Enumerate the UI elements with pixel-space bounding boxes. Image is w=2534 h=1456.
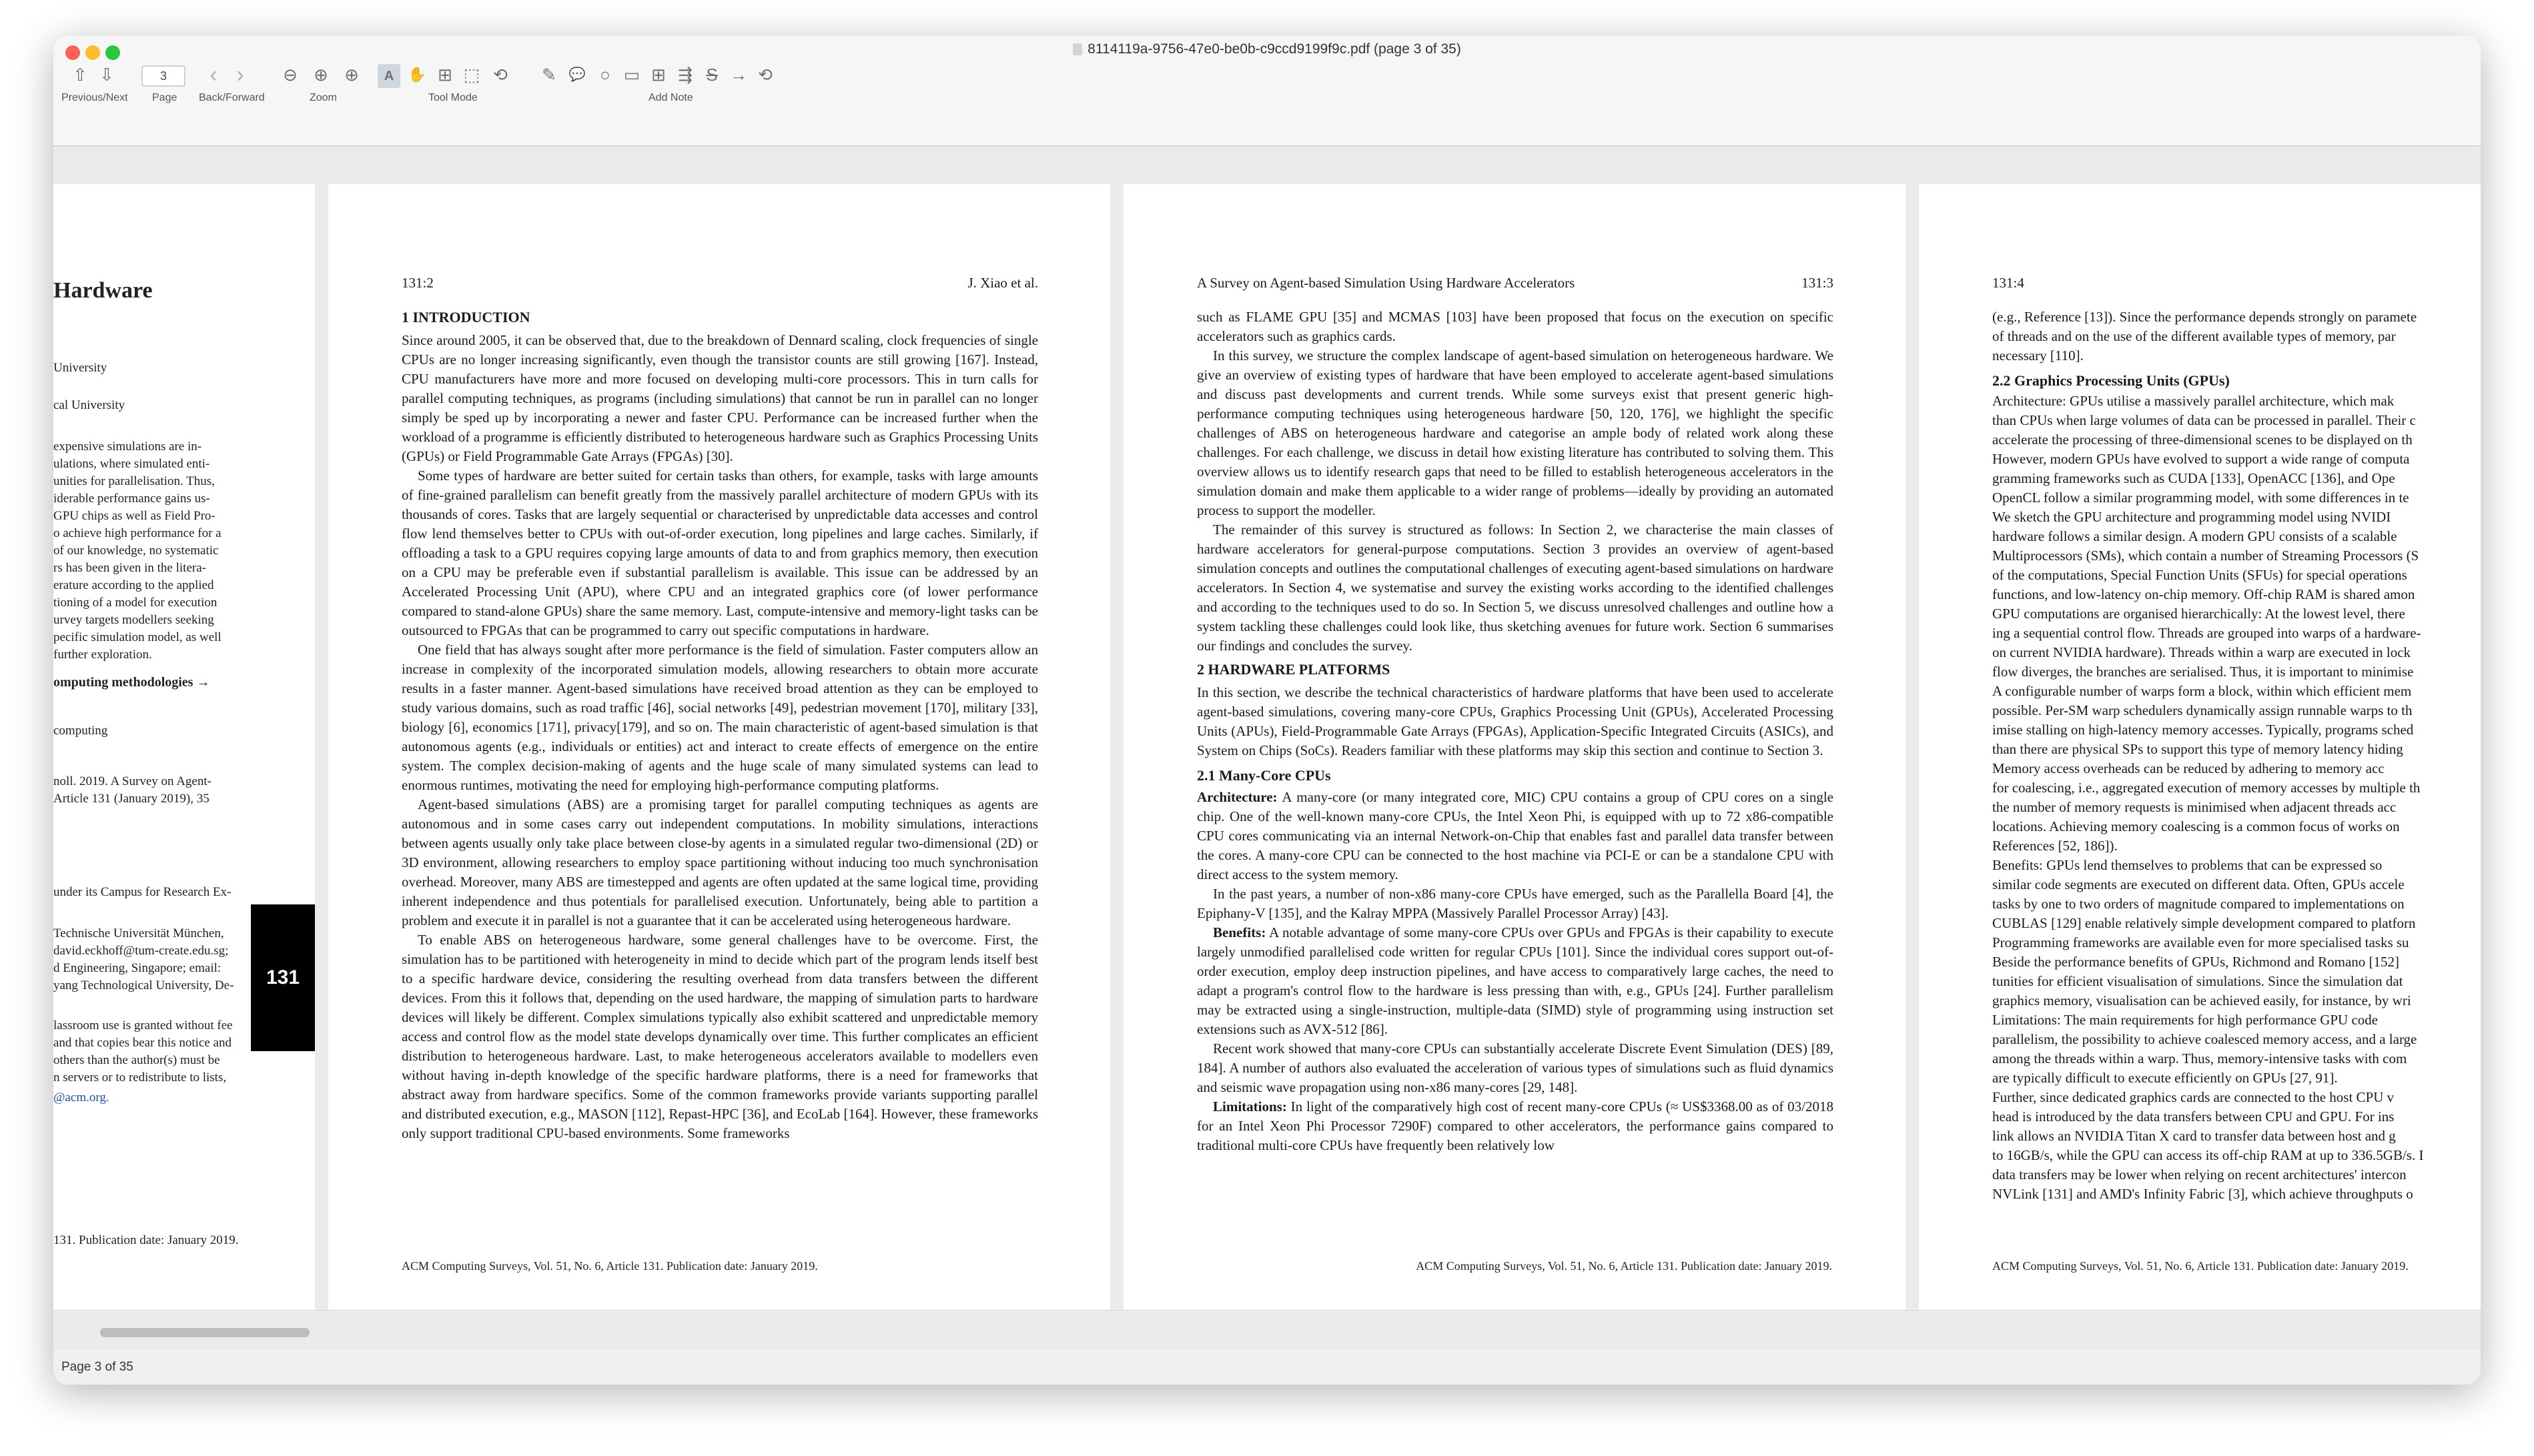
benefits-label: Benefits:: [1213, 924, 1266, 940]
circle-annotation-icon[interactable]: ○: [600, 65, 610, 85]
scrollbar-thumb[interactable]: [100, 1328, 310, 1337]
architecture-label: Architecture:: [1197, 789, 1278, 805]
page-4-line: graphics memory, visualisation can be achieved easily, for instance, by wri: [1992, 992, 2411, 1008]
fragment-line: o achieve high performance for a: [53, 526, 222, 540]
fragment-line: computing: [53, 724, 108, 738]
back-arrow-icon[interactable]: ‹: [209, 62, 218, 87]
stamp-icon[interactable]: ⊞: [651, 65, 666, 85]
fragment-line: others than the author(s) must be: [53, 1053, 220, 1067]
zoom-to-fit-icon[interactable]: ⊕: [344, 65, 359, 85]
section-2-title: 2 HARDWARE PLATFORMS: [1197, 661, 1390, 678]
page-4-line: tunities for efficient visualisation of simulations. Since the simulation dat: [1992, 973, 2403, 989]
page-4-line: Memory access overheads can be reduced by adhering to memory acc: [1992, 760, 2385, 776]
page-4-header: [1992, 273, 2481, 293]
paragraph: [1197, 923, 1833, 1039]
page-4-line: among the threads within a warp. Thus, memory-intensive tasks with com: [1992, 1050, 2407, 1066]
fragment-line: Article 131 (January 2019), 35: [53, 792, 209, 806]
fragment-line: unities for parallelisation. Thus,: [53, 474, 215, 488]
fragment-line: of our knowledge, no systematic: [53, 544, 219, 558]
fragment-line: urvey targets modellers seeking: [53, 613, 214, 627]
page-4-line: ing a sequential control flow. Threads are grouped into warps of a hardware-: [1992, 625, 2421, 641]
fragment-line: cal University: [53, 398, 125, 412]
page-4-line: Limitations: The main requirements for high performance GPU code: [1992, 1012, 2379, 1028]
title-bar-toolbar: [53, 36, 2481, 147]
paragraph: Recent work showed that many-core CPUs can substantially accelerate Discrete Event Simulation (DES) [89, 184]. A number of authors also evaluated the acceleration of various types of simulations such as fluid dynamics and seismic wave propagation using non-x86 many-cores [29, 148].: [1197, 1040, 1833, 1095]
forward-arrow-icon[interactable]: ›: [236, 62, 244, 87]
next-page-icon[interactable]: ⇩: [99, 65, 114, 85]
page-4-line: locations. Achieving memory coalescing is a common focus of works on: [1992, 818, 2400, 834]
paragraph: In this survey, we structure the complex landscape of agent-based simulation on heterogeneous hardware. We give an overview of existing types of hardware that have been employed to accelerate agent-based simulations and discuss past developments and current trends. While some surveys exist that present generic high-performance computing techniques using heterogeneous hardware [50, 120, 176], we highlight the specific challenges of ABS on heterogeneous hardware and categorise an ample body of related work along these challenges. For each challenge, we discuss in detail how existing literature has contributed to solving them. This overview allows us to identify research gaps that need to be filled to establish heterogeneous accelerators in the simulation domain and make them applicable to a wider range of problems—ideally by providing an automated process to support the modeller.: [1197, 347, 1833, 518]
article-number-badge: 131: [251, 904, 315, 1051]
page-4-line: necessary [110].: [1992, 347, 2084, 363]
fragment-line: d Engineering, Singapore; email:: [53, 961, 222, 975]
fragment-line: rs has been given in the litera-: [53, 561, 206, 575]
paragraph: Agent-based simulations (ABS) are a promising target for parallel computing techniques as agents are autonomous and in some cases carry out independent computations. In mobility simulations, interactions between agents usually only take place between close-by agents in a simulated regular two-dimensional (2D) or 3D environment, allowing researchers to employ space partitioning without inducing too much synchronisation overhead. Moreover, many ABS are timestepped and agents are often updated at the same logical time, providing inherent independence and thus potentials for parallelised execution. Unfortunately, being able to partition a problem and execute it in parallel is not a guarantee that it can be accelerated using heterogeneous hardware.: [402, 796, 1038, 928]
fragment-line: tioning of a model for execution: [53, 596, 218, 610]
page-4-line: for coalescing, i.e., aggregated execution of memory accesses by multiple th: [1992, 780, 2421, 796]
paragraph: To enable ABS on heterogeneous hardware, some general challenges have to be overcome. First, the simulation has to be partitioned with heterogeneity in mind to decide which part of the program lends itself best to a specific hardware device, considering the resulting overhead from data transfers between the different devices. From this it follows that, depending on the used hardware, the mapping of simulation parts to hardware devices will likely be different. Complex simulations typically also exhibit scattered and unpredictable memory access and control flow as the model state develops dynamically over time. This further complicates an efficient distribution to heterogeneous hardware. Last, to make heterogeneous accelerators available to modellers even without having in-depth knowledge of the specific hardware platforms, there is a need for frameworks that abstract away from hardware specifics. Some of the common frameworks provide variants supporting parallel and distributed execution, e.g., MASON [112], Repast-HPC [36], and EcoLab [164]. However, these frameworks only support traditional CPU-based environments. Some frameworks: [402, 932, 1038, 1141]
fragment-line: expensive simulations are in-: [53, 440, 202, 454]
text-selection-tool-icon[interactable]: A: [378, 64, 400, 88]
paragraph: Some types of hardware are better suited for certain tasks than others, for example, tasks with large amounts of fine-grained parallelism can benefit greatly from the massively parallel architecture of modern GPUs with its thousands of cores. Tasks that are largely sequential or characterised by unpredictable data accesses and control flow lend themselves better to CPUs with out-of-order execution, long pipelines and large caches. Similarly, if offloading a task to a GPU requires copying large amounts of data to and from graphics memory, then execution on a CPU may be preferable even if substantial parallelism is available. This issue can be addressed by an Accelerated Processing Unit (APU), where CPU and an integrated graphics core (of lower performance compared to stand-alone GPUs) share the same memory. Last, compute-intensive and memory-light tasks can be outsourced to FPGAs that can be programmed to carry out specific computations in hardware.: [402, 468, 1038, 638]
page-4-line: (e.g., Reference [13]). Since the performance depends strongly on paramete: [1992, 309, 2417, 325]
page-status-text: Page 3 of 35: [61, 1360, 133, 1374]
fragment-line: GPU chips as well as Field Pro-: [53, 509, 216, 523]
page-4-line: accelerate the processing of three-dimensional scenes to be displayed on th: [1992, 432, 2413, 448]
page-1-fragment: [53, 184, 315, 1310]
page-2-authors: J. Xiao et al.: [967, 275, 1038, 291]
hand-tool-icon[interactable]: ✋: [408, 66, 426, 83]
section-1-title: 1 INTRODUCTION: [402, 309, 530, 325]
paragraph: In the past years, a number of non-x86 many-core CPUs have emerged, such as the Parallella Board [4], the Epiphany-V [135], and the Kalray MPPA (Massively Parallel Processor Array) [43].: [1197, 886, 1833, 921]
comment-icon[interactable]: 💬: [568, 67, 586, 82]
zoom-label: Zoom: [310, 92, 337, 103]
page-3-running-title: A Survey on Agent-based Simulation Using Hardware Accelerators: [1197, 275, 1575, 291]
page-4-line: on current NVIDIA hardware). Threads within a warp are executed in lock: [1992, 644, 2411, 660]
page-4-line: Multiprocessors (SMs), which contain a number of Streaming Processors (S: [1992, 548, 2419, 564]
page-4-line: References [52, 186]).: [1992, 838, 2118, 854]
page-4-line: NVLink [131] and AMD's Infinity Fabric [3], which achieve throughputs o: [1992, 1186, 2413, 1202]
rectangle-select-icon[interactable]: ⬚: [463, 65, 480, 85]
fragment-line: noll. 2019. A Survey on Agent-: [53, 774, 212, 788]
fragment-line: n servers or to redistribute to lists,: [53, 1070, 227, 1084]
page-4-line: data transfers may be lower when relying on recent architectures' intercon: [1992, 1167, 2407, 1183]
prevnext-label: Previous/Next: [61, 92, 128, 103]
page-3-footer: ACM Computing Surveys, Vol. 51, No. 6, Article 131. Publication date: January 2019.: [1416, 1259, 1832, 1273]
architecture-text: A many-core (or many integrated core, MIC) CPU contains a group of CPU cores on a single chip. One of the well-known many-core CPUs, the Intel Xeon Phi, is equipped with up to 72 x86-compatible CPU cores communicating via an internal Network-on-Chip that enables fast and parallel data transfer between the cores. A many-core CPU can be connected to the host machine via PCI-E or can be a standalone CPU with direct access to the system memory.: [1197, 789, 1833, 882]
page-4-line: CUBLAS [129] enable relatively simple development compared to platforn: [1992, 915, 2416, 931]
pdf-viewer-window: [53, 36, 2481, 1385]
page-4-line: flow diverges, the branches are serialised. Thus, it is important to minimise: [1992, 664, 2414, 680]
undo-annotation-icon[interactable]: ⟲: [758, 65, 773, 85]
page-4-line: However, modern GPUs have evolved to support a wide range of computa: [1992, 451, 2410, 467]
addnote-label: Add Note: [649, 92, 693, 103]
paragraph: such as FLAME GPU [35] and MCMAS [103] have been proposed that focus on the execution on specific accelerators such as graphics cards.: [1197, 309, 1833, 344]
page-number-input[interactable]: 3: [141, 65, 185, 87]
page-4-line: parallelism, the possibility to achieve coalesced memory access, and a large: [1992, 1031, 2417, 1047]
page-4-line: Beside the performance benefits of GPUs, Richmond and Romano [152]: [1992, 954, 2400, 970]
page-4-line: similar code segments are executed on different data. Often, GPUs accele: [1992, 876, 2405, 892]
lasso-tool-icon[interactable]: ⟲: [493, 65, 508, 85]
page-4-line: link allows an NVIDIA Titan X card to transfer data between host and g: [1992, 1128, 2396, 1144]
fragment-line: University: [53, 361, 107, 375]
zoom-in-icon[interactable]: ⊕: [314, 65, 328, 85]
page-4-line: tasks by one to two orders of magnitude compared to implementations on: [1992, 896, 2405, 912]
paragraph: The remainder of this survey is structured as follows: In Section 2, we characterise the main classes of hardware accelerators for general-purpose computations. Section 3 provides an overview of agent-based simulation concepts and outlines the computational challenges of executing agent-based simulations on hardware accelerators. In Section 4, we systematise and survey the existing works according to the identified challenges and according to the techniques used to do so. In Section 5, we discuss unresolved challenges and outline how a system tackling these challenges could look like, thus sketching avenues for future work. Section 6 summarises our findings and concludes the survey.: [1197, 522, 1833, 654]
horizontal-scrollbar[interactable]: [53, 1311, 2481, 1351]
page-3-number: 131:3: [1801, 275, 1833, 291]
strikethrough-icon[interactable]: S: [706, 65, 718, 85]
page-4-line: than there are physical SPs to support this type of memory latency hiding: [1992, 741, 2403, 757]
page-4-text: [1992, 307, 2481, 1204]
zoom-out-icon[interactable]: ⊖: [283, 65, 298, 85]
fragment-line: erature according to the applied: [53, 578, 214, 592]
arrow-annotation-icon[interactable]: →: [730, 65, 747, 85]
paragraph: One field that has always sought after more performance is the field of simulation. Faster computers allow an increase in complexity of the incorporated simulation models, allowing researchers to obtain more accurate results in a faster manner. Agent-based simulations have received broad attention as they can be employed to study various domains, such as road traffic [46], social networks [49], pedestrian movement [170], military [33], biology [6], economics [171], privacy[179], and so on. The main characteristic of agent-based simulation is that autonomous agents (e.g., individuals or entities) act and interact to create effects of emergence on the entire system. The complex decision-making of agents and the huge scale of many simulated systems can lead to enormous runtimes, motivating the need for employing high-performance computing platforms.: [402, 642, 1038, 793]
fragment-line: pecific simulation model, as well: [53, 630, 222, 644]
page-label: Page: [152, 92, 177, 103]
document-area[interactable]: [53, 147, 2481, 1310]
page-2-header: [402, 273, 1038, 293]
limitations-text: In light of the comparatively high cost of recent many-core CPUs (≈ US$3368.00 as of 03/2018 for an Intel Xeon Phi Processor 7290F) compared to other accelerators, the performance gains compared to traditional multi-core CPUs have frequently been relatively low: [1197, 1099, 1833, 1153]
page-4-line: Further, since dedicated graphics cards are connected to the host CPU v: [1992, 1089, 2395, 1105]
scan-tool-icon[interactable]: ⊞: [438, 65, 452, 85]
fragment-line: under its Campus for Research Ex-: [53, 885, 232, 899]
fragment-line: david.eckhoff@tum-create.edu.sg;: [53, 944, 229, 958]
subsection-2-1-title: 2.1 Many-Core CPUs: [1197, 767, 1331, 784]
page-4-line: of the computations, Special Function Units (SFUs) for special operations: [1992, 567, 2407, 583]
fragment-line: Hardware: [53, 278, 153, 303]
paragraph: Since around 2005, it can be observed that, due to the breakdown of Dennard scaling, clock frequencies of single CPUs are no longer increasing significantly, even though the transistor counts are still growing [167]. Instead, CPU manufacturers have more and more focused on developing multi-core processors. This in turn calls for parallel computing techniques, as programs (including simulations) that cannot be run in parallel can no longer simply be sped up by incorporating a newer and faster CPU. Performance can be increased further when the workload of a programme is efficiently distributed to heterogeneous hardware such as Graphics Processing Units (GPUs) or Field Programmable Gate Arrays (FPGAs) [30].: [402, 332, 1038, 464]
page-4-line: OpenCL follow a similar programming model, with some differences in te: [1992, 490, 2409, 506]
toolmode-label: Tool Mode: [428, 92, 478, 103]
underline-icon[interactable]: ⇶: [678, 65, 693, 85]
fragment-line: ulations, where simulated enti-: [53, 457, 210, 471]
pdf-file-icon: [1073, 43, 1082, 55]
fragment-line: yang Technological University, De-: [53, 978, 234, 992]
page-4-line: Architecture: GPUs utilise a massively parallel architecture, which mak: [1992, 393, 2395, 409]
paragraph: [1197, 788, 1833, 884]
page-4-footer: ACM Computing Surveys, Vol. 51, No. 6, Article 131. Publication date: January 2019.: [1992, 1259, 2409, 1273]
fragment-line: Technische Universität München,: [53, 926, 224, 940]
page-4-line: are typically difficult to execute efficiently on GPUs [27, 91].: [1992, 1070, 2338, 1086]
page-3-header: [1197, 273, 1833, 293]
fragment-line: @acm.org.: [53, 1090, 109, 1105]
benefits-text: A notable advantage of some many-core CPUs over GPUs and FPGAs is their capability to execute largely unmodified parallelised code written for regular CPUs [101]. Since the individual cores support out-of-order execution, employ deep instruction pipelines, and have access to comparatively large caches, the need to adapt a program's control flow to the hardware is less pressing than with, e.g., GPUs [24]. Further parallelism may be extracted using a single-instruction, multiple-data (SIMD) style of programming using instruction set extensions such as AVX-512 [86].: [1197, 924, 1833, 1037]
fragment-line: omputing methodologies →: [53, 675, 210, 690]
page-4-line: functions, and low-latency on-chip memory. Off-chip RAM is shared amon: [1992, 586, 2415, 602]
page-4-line: 2.2 Graphics Processing Units (GPUs): [1992, 372, 2230, 389]
page-4-line: than CPUs when large volumes of data can be processed in parallel. Their c: [1992, 412, 2416, 428]
fragment-line: lassroom use is granted without fee: [53, 1018, 233, 1032]
window-title: 8114119a-9756-47e0-be0b-c9ccd9199f9c.pdf (page 3 of 35): [53, 41, 2481, 57]
fragment-line: iderable performance gains us-: [53, 492, 210, 506]
page-2-footer: ACM Computing Surveys, Vol. 51, No. 6, Article 131. Publication date: January 2019.: [402, 1259, 818, 1273]
page-4-number: 131:4: [1992, 275, 2024, 291]
paragraph: In this section, we describe the technical characteristics of hardware platforms that have been used to accelerate agent-based simulations, covering many-core CPUs, Graphics Processing Unit (GPUs), Accelerated Processing Units (APUs), Field-Programmable Gate Arrays (FPGAs), Application-Specific Integrated Circuits (ASICs), and System on Chips (SoCs). Readers familiar with these platforms may skip this section and continue to Section 3.: [1197, 684, 1833, 758]
page-4-line: We sketch the GPU architecture and programming model using NVIDI: [1992, 509, 2391, 525]
page-4-line: the number of memory requests is minimised when adjacent threads acc: [1992, 799, 2397, 815]
page-4-line: Benefits: GPUs lend themselves to problems that can be expressed so: [1992, 857, 2383, 873]
page-4-line: A configurable number of warps form a block, within which efficient mem: [1992, 683, 2412, 699]
status-bar: [53, 1310, 2481, 1385]
page-2: [328, 184, 1110, 1310]
box-annotation-icon[interactable]: ▭: [623, 65, 641, 85]
page-4-line: hardware follows a similar design. A modern GPU consists of a scalable: [1992, 528, 2397, 544]
fragment-line: and that copies bear this notice and: [53, 1036, 232, 1050]
paragraph: [1197, 1097, 1833, 1155]
page-4-line: imise stalling on high-latency memory accesses. Typically, programs sched: [1992, 722, 2414, 738]
page-4-line: GPU computations are organised hierarchically: At the lowest level, there: [1992, 606, 2405, 622]
highlight-pen-icon[interactable]: ✎: [542, 65, 556, 85]
backforward-label: Back/Forward: [199, 92, 265, 103]
page-4-line: possible. Per-SM warp schedulers dynamically assign runnable warps to th: [1992, 702, 2413, 718]
limitations-label: Limitations:: [1213, 1099, 1287, 1115]
page-4: [1919, 184, 2481, 1310]
page-4-line: of threads and on the use of the different available types of memory, par: [1992, 328, 2396, 344]
fragment-line: 131. Publication date: January 2019.: [53, 1233, 239, 1247]
page-3: [1124, 184, 1906, 1310]
page-4-line: Programming frameworks are available even for more specialised tasks su: [1992, 934, 2409, 950]
page-4-line: to 16GB/s, while the GPU can access its off-chip RAM at up to 336.5GB/s. I: [1992, 1147, 2424, 1163]
page-2-number: 131:2: [402, 275, 434, 291]
prev-page-icon[interactable]: ⇧: [73, 65, 87, 85]
page-4-line: gramming frameworks such as CUDA [133], OpenACC [136], and Ope: [1992, 470, 2395, 486]
fragment-line: further exploration.: [53, 648, 152, 662]
page-4-line: head is introduced by the data transfers between CPU and GPU. For ins: [1992, 1109, 2395, 1125]
